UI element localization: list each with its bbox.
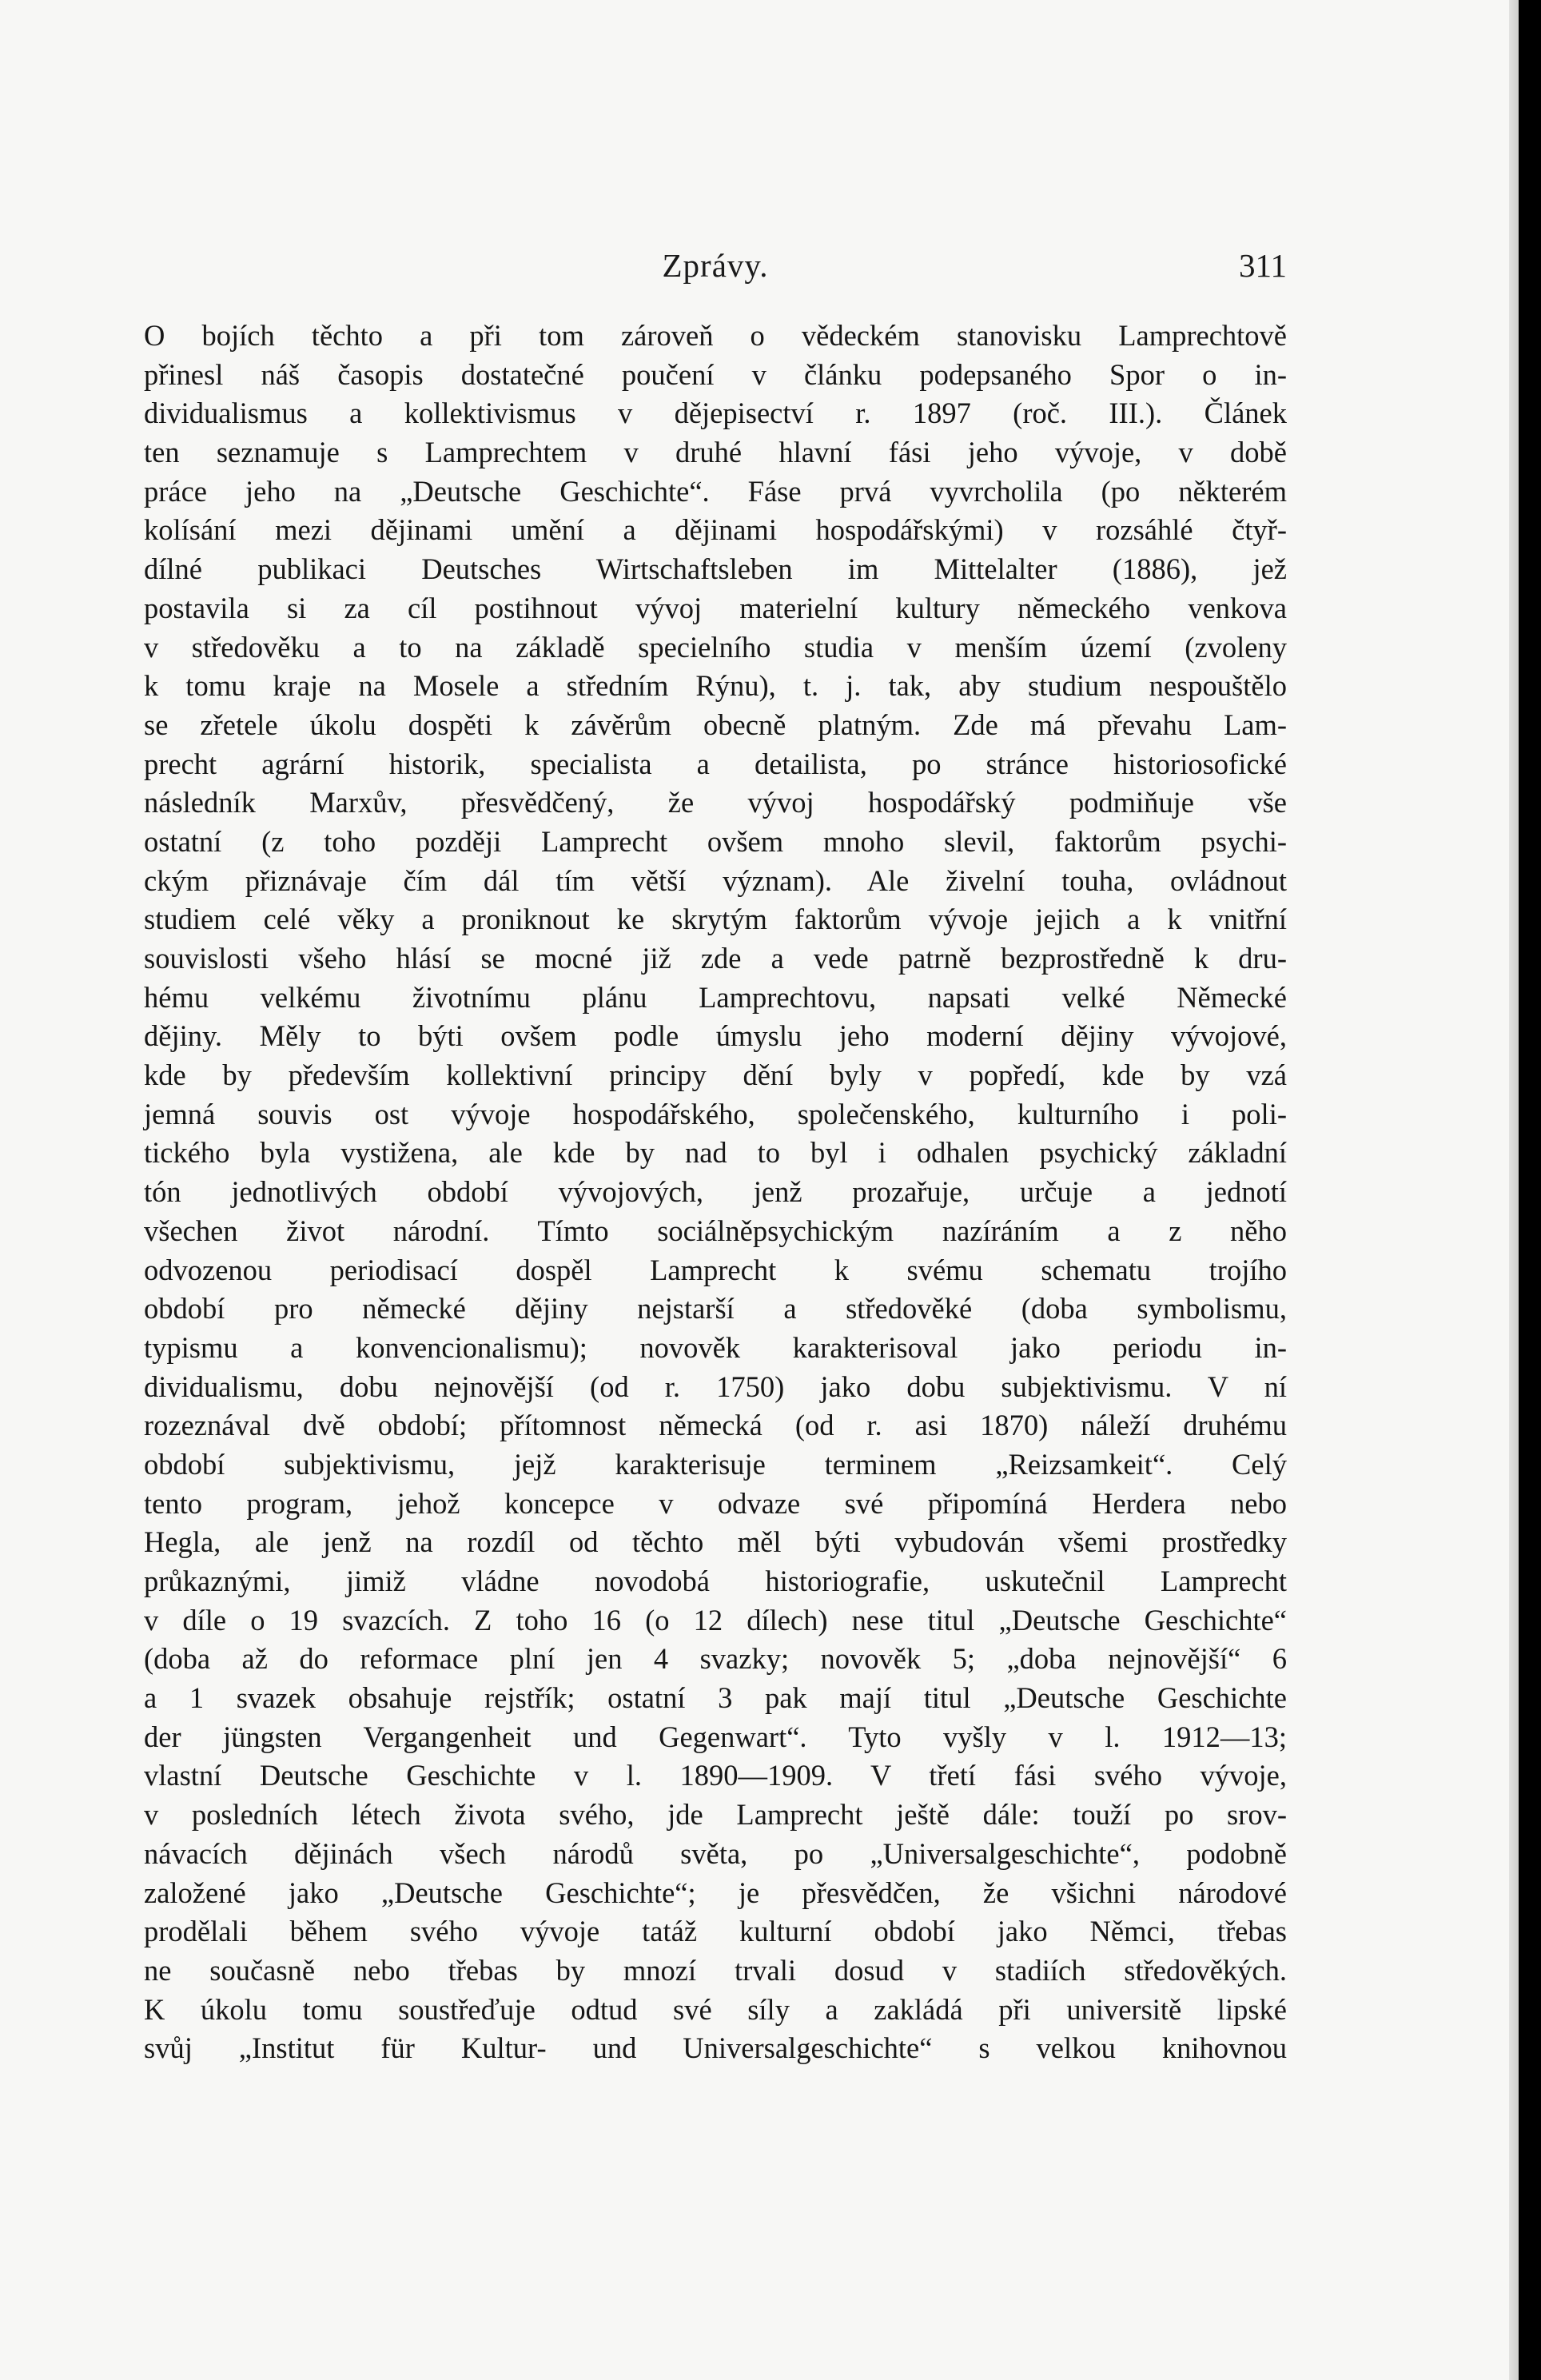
text-line: ckým přiznávaje čím dál tím větší význam). Ale živelní touha, ovládnout <box>144 863 1287 897</box>
text-line: (doba až do reformace plní jen 4 svazky; novověk 5; „doba nejnovější“ 6 <box>144 1642 1287 1676</box>
text-line: průkaznými, jimiž vládne novodobá historiografie, uskutečnil Lamprecht <box>144 1565 1287 1597</box>
text-line: tického byla vystižena, ale kde by nad to byl i odhalen psychický základní <box>144 1136 1287 1170</box>
text-line: období pro německé dějiny nejstarší a středověké (doba symbolismu, <box>144 1292 1287 1326</box>
running-head <box>144 246 1287 286</box>
text-line: dějiny. Měly to býti ovšem podle úmyslu jeho moderní dějiny vývojové, <box>144 1019 1287 1053</box>
text-line: přinesl náš časopis dostatečné poučení v článku podepsaného Spor o in- <box>144 357 1287 391</box>
text-line: O bojích těchto a při tom zároveň o vědeckém stanovisku Lamprechtově <box>144 319 1287 352</box>
text-line: jemná souvis ost vývoje hospodářského, společenského, kulturního i poli- <box>144 1097 1287 1130</box>
text-line: kde by především kollektivní principy dění byly v popředí, kde by vzá <box>144 1058 1287 1092</box>
text-line: hému velkému životnímu plánu Lamprechtovu, napsati velké Německé <box>144 980 1287 1014</box>
text-line: typismu a konvencionalismu); novověk karakterisoval jako periodu in- <box>144 1330 1287 1364</box>
page-edge <box>1509 0 1519 2380</box>
text-line: návacích dějinách všech národů světa, po „Universalgeschichte“, podobně <box>144 1836 1287 1870</box>
text-line: odvozenou periodisací dospěl Lamprecht k svému schematu trojího <box>144 1253 1287 1286</box>
text-line: se zřetele úkolu dospěti k závěrům obecně platným. Zde má převahu Lam- <box>144 708 1287 741</box>
text-line: v díle o 19 svazcích. Z toho 16 (o 12 dílech) nese titul „Deutsche Geschichte“ <box>144 1603 1287 1636</box>
text-line: dividualismus a kollektivismus v dějepisectví r. 1897 (roč. III.). Článek <box>144 397 1287 430</box>
text-line: dividualismu, dobu nejnovější (od r. 1750) jako dobu subjektivismu. V ní <box>144 1369 1287 1403</box>
text-line: založené jako „Deutsche Geschichte“; je přesvědčen, že všichni národové <box>144 1876 1287 1909</box>
text-line: práce jeho na „Deutsche Geschichte“. Fáse prvá vyvrcholila (po některém <box>144 474 1287 508</box>
text-line: souvislosti všeho hlásí se mocné již zde a vede patrně bezprostředně k dru- <box>144 942 1287 975</box>
text-line: a 1 svazek obsahuje rejstřík; ostatní 3 pak mají titul „Deutsche Geschichte <box>144 1681 1287 1715</box>
text-line: Hegla, ale jenž na rozdíl od těchto měl býti vybudován všemi prostředky <box>144 1525 1287 1559</box>
body-paragraph <box>144 317 1287 2068</box>
text-line: tento program, jehož koncepce v odvaze své připomíná Herdera nebo <box>144 1486 1287 1520</box>
text-line: všechen život národní. Tímto sociálněpsychickým nazíráním a z něho <box>144 1214 1287 1247</box>
text-line: ten seznamuje s Lamprechtem v druhé hlavní fási jeho vývoje, v době <box>144 436 1287 469</box>
text-line: období subjektivismu, jejž karakterisuje terminem „Reizsamkeit“. Celý <box>144 1447 1287 1481</box>
text-line: ne současně nebo třebas by mnozí trvali dosud v stadiích středověkých. <box>144 1953 1287 1987</box>
text-line: K úkolu tomu soustřeďuje odtud své síly a zakládá při universitě lipské <box>144 1992 1287 2026</box>
text-line: rozeznával dvě období; přítomnost německá (od r. asi 1870) náleží druhému <box>144 1409 1287 1442</box>
text-line: prodělali během svého vývoje tatáž kulturní období jako Němci, třebas <box>144 1915 1287 1948</box>
text-line: dílné publikaci Deutsches Wirtschaftsleben im Mittelalter (1886), jež <box>144 552 1287 586</box>
text-line: der jüngsten Vergangenheit und Gegenwart“. Tyto vyšly v l. 1912—13; <box>144 1720 1287 1753</box>
text-line: studiem celé věky a proniknout ke skrytým faktorům vývoje jejich a k vnitřní <box>144 903 1287 936</box>
text-line: k tomu kraje na Mosele a středním Rýnu), t. j. tak, aby studium nespouštělo <box>144 669 1287 703</box>
text-line: ostatní (z toho později Lamprecht ovšem mnoho slevil, faktorům psychi- <box>144 824 1287 858</box>
text-line: vlastní Deutsche Geschichte v l. 1890—1909. V třetí fási svého vývoje, <box>144 1759 1287 1792</box>
text-line: v posledních létech života svého, jde Lamprecht ještě dále: touží po srov- <box>144 1798 1287 1832</box>
text-line: následník Marxův, přesvědčený, že vývoj hospodářský podmiňuje vše <box>144 786 1287 819</box>
text-line: svůj „Institut für Kultur- und Universalgeschichte“ s velkou knihovnou <box>144 2031 1287 2065</box>
text-line: tón jednotlivých období vývojových, jenž prozařuje, určuje a jednotí <box>144 1175 1287 1209</box>
text-line: postavila si za cíl postihnout vývoj materielní kultury německého venkova <box>144 591 1287 624</box>
text-line: v středověku a to na základě specielního studia v menším území (zvoleny <box>144 630 1287 664</box>
running-head-title: Zprávy. <box>662 247 769 284</box>
text-line: kolísání mezi dějinami umění a dějinami hospodářskými) v rozsáhlé čtyř- <box>144 513 1287 547</box>
text-line: precht agrární historik, specialista a detailista, po stránce historiosofické <box>144 747 1287 780</box>
page-number: 311 <box>1239 247 1287 284</box>
